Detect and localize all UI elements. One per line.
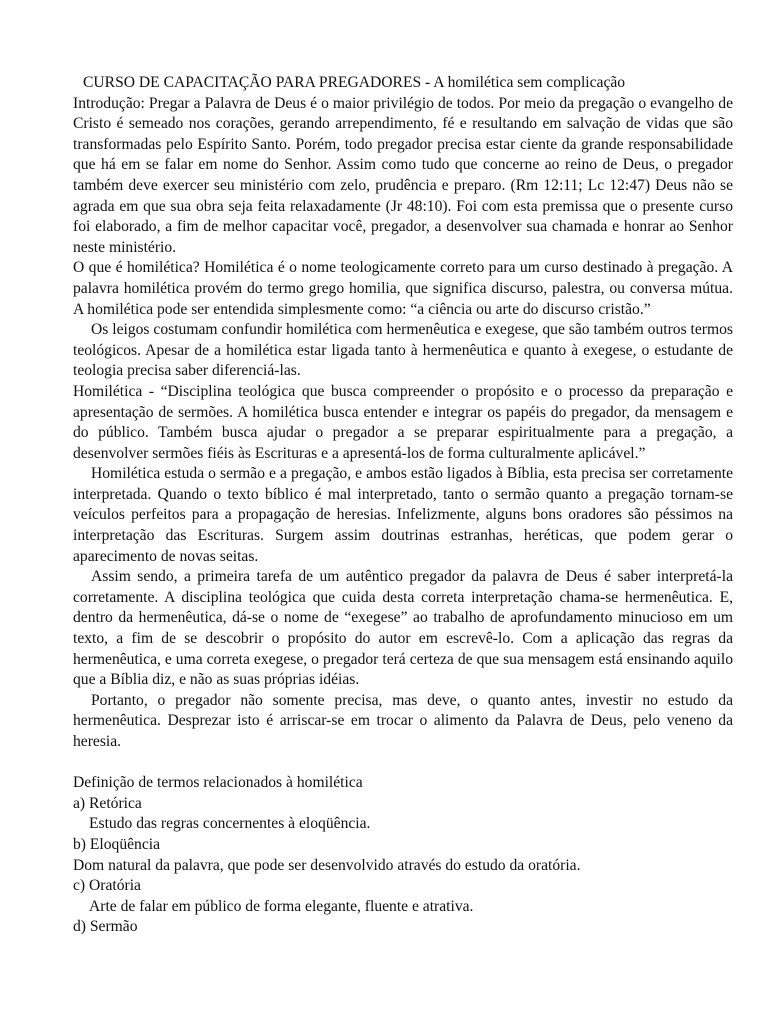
definitions-heading: Definição de termos relacionados à homilética	[73, 774, 363, 792]
paragraph-introduction: Introdução: Pregar a Palavra de Deus é o maior privilégio de todos. Por meio da pregação o evangelho de Cristo é semeado nos corações, gerando arrependimento, fé e resultando em salvação de vidas que são transformadas pelo Espírito Santo. Porém, todo pregador precisa estar ciente da grande responsabilidade que há em se falar em nome do Senhor. Assim como tudo que concerne ao reino de Deus, o pregador também deve exercer seu ministério com zelo, prudência e preparo. (Rm 12:11; Lc 12:47) Deus não se agrada em que sua obra seja feita relaxadamente (Jr 48:10). Foi com esta premissa que o presente curso foi elaborado, a fim de melhor capacitar você, pregador, a desenvolver sua chamada e honrar ao Senhor neste ministério.	[73, 94, 733, 256]
paragraph-homiletics-definition: Homilética - “Disciplina teológica que busca compreender o propósito e o processo da preparação e apresentação de sermões. A homilética busca entender e integrar os papéis do pregador, da mensagem e do público. Também busca ajudar o pregador a se preparar espiritualmente para a pregação, a desenvolver sermões fiéis às Escrituras e a apresentá-los de forma culturalmente aplicável.”	[73, 382, 733, 462]
definition-a-text: Estudo das regras concernentes à eloqüência.	[89, 815, 371, 833]
paragraph-therefore: Portanto, o pregador não somente precisa, mas deve, o quanto antes, investir no estudo da hermenêutica. Desprezar isto é arriscar-se em trocar o alimento da Palavra de Deus, pelo veneno da heresia.	[73, 691, 733, 750]
blank-line	[73, 753, 733, 774]
paragraph-laypeople-confusion: Os leigos costumam confundir homilética com hermenêutica e exegese, que são também outros termos teológicos. Apesar de a homilética estar ligada tanto à hermenêutica e quanto à exegese, o estudante de teologia precisa saber diferenciá-las.	[73, 321, 733, 380]
definition-c-text: Arte de falar em público de forma elegante, fluente e atrativa.	[89, 897, 474, 915]
paragraph-what-is-homiletics: O que é homilética? Homilética é o nome teologicamente correto para um curso destinado à pregação. A palavra homilética provém do termo grego homilia, que significa discurso, palestra, ou conversa mútua. A homilética pode ser entendida simplesmente como: “a ciência ou arte do discurso cristão.”	[73, 259, 733, 318]
document-title: CURSO DE CAPACITAÇÃO PARA PREGADORES - A homilética sem complicação	[83, 74, 626, 91]
definition-c-label: c) Oratória	[73, 877, 141, 895]
paragraph-first-task: Assim sendo, a primeira tarefa de um autêntico pregador da palavra de Deus é saber interpretá-la corretamente. A disciplina teológica que cuida desta correta interpretação chama-se hermenêutica. E, dentro da hermenêutica, dá-se o nome de “exegese” ao trabalho de aprofundamento minucioso em um texto, a fim de se descobrir o propósito do autor em escrevê-lo. Com a aplicação das regras da hermenêutica, e uma correta exegese, o pregador terá certeza de que sua mensagem está ensinando aquilo que a Bíblia diz, e não as suas próprias idéias.	[73, 568, 733, 689]
definition-d-label: d) Sermão	[73, 918, 138, 936]
document-page	[73, 73, 733, 938]
paragraph-homiletics-studies: Homilética estuda o sermão e a pregação, e ambos estão ligados à Bíblia, esta precisa ser corretamente interpretada. Quando o texto bíblico é mal interpretado, tanto o sermão quanto a pregação tornam-se veículos perfeitos para a propagação de heresias. Infelizmente, alguns bons oradores são péssimos na interpretação das Escrituras. Surgem assim doutrinas estranhas, heréticas, que podem gerar o aparecimento de novas seitas.	[73, 465, 733, 565]
definition-b-text: Dom natural da palavra, que pode ser desenvolvido através do estudo da oratória.	[73, 856, 581, 874]
definition-a-label: a) Retórica	[73, 794, 142, 812]
definition-b-label: b) Eloqüência	[73, 835, 161, 853]
